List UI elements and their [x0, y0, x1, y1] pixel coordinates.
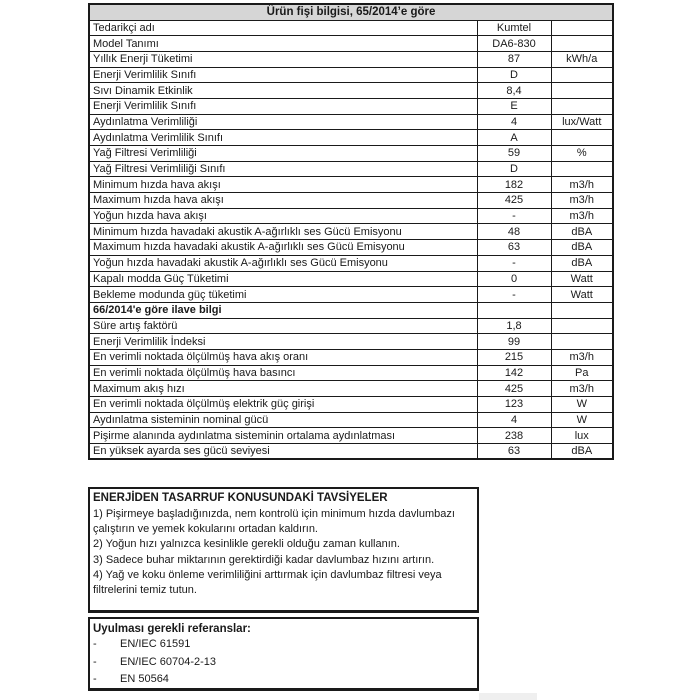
- row-value: DA6-830: [477, 36, 551, 52]
- row-label: Maximum hızda havadaki akustik A-ağırlıklı ses Gücü Emisyonu: [89, 240, 477, 256]
- table-row: [89, 349, 613, 365]
- row-unit: Watt: [551, 271, 613, 287]
- row-unit: [551, 98, 613, 114]
- row-value: 182: [477, 177, 551, 193]
- table-row: [89, 51, 613, 67]
- product-fiche-table: [88, 3, 614, 460]
- fiche-header-row: [89, 4, 613, 20]
- reference-dash: -: [93, 655, 97, 668]
- row-unit: [551, 302, 613, 318]
- row-value: A: [477, 130, 551, 146]
- row-unit: m3/h: [551, 208, 613, 224]
- energy-advice-title: ENERJİDEN TASARRUF KONUSUNDAKİ TAVSİYELER: [93, 492, 388, 504]
- row-label: Enerji Verimlilik İndeksi: [89, 334, 477, 350]
- row-value: [477, 302, 551, 318]
- row-unit: [551, 67, 613, 83]
- row-label: Minimum hızda hava akışı: [89, 177, 477, 193]
- row-label: Maximum hızda hava akışı: [89, 193, 477, 209]
- row-unit: kWh/a: [551, 51, 613, 67]
- row-unit: m3/h: [551, 177, 613, 193]
- row-label: Süre artış faktörü: [89, 318, 477, 334]
- table-row: [89, 161, 613, 177]
- row-label: Enerji Verimlilik Sınıfı: [89, 98, 477, 114]
- row-unit: lux: [551, 428, 613, 444]
- row-unit: [551, 20, 613, 36]
- reference-label: EN/IEC 60704-2-13: [120, 655, 216, 668]
- reference-item: [93, 636, 473, 654]
- row-unit: Watt: [551, 287, 613, 303]
- table-row: [89, 240, 613, 256]
- row-label: Yoğun hızda havadaki akustik A-ağırlıklı ses Gücü Emisyonu: [89, 255, 477, 271]
- row-label: Sıvı Dinamik Etkinlik: [89, 83, 477, 99]
- table-row: [89, 334, 613, 350]
- row-value: 63: [477, 444, 551, 460]
- row-unit: m3/h: [551, 349, 613, 365]
- row-value: 123: [477, 397, 551, 413]
- table-row: [89, 428, 613, 444]
- row-value: 425: [477, 193, 551, 209]
- table-row: [89, 412, 613, 428]
- row-unit: [551, 318, 613, 334]
- row-unit: dBA: [551, 224, 613, 240]
- row-label: Yoğun hızda hava akışı: [89, 208, 477, 224]
- table-row: [89, 255, 613, 271]
- row-unit: dBA: [551, 444, 613, 460]
- row-unit: W: [551, 412, 613, 428]
- row-unit: [551, 36, 613, 52]
- reference-dash: -: [93, 638, 97, 650]
- energy-advice-list: [93, 507, 473, 597]
- table-row: [89, 208, 613, 224]
- row-unit: dBA: [551, 255, 613, 271]
- advice-item: 4) Yağ ve koku önleme verimliliğini arttırmak için davlumbaz filtresi veya filtrelerini temiz tutun.: [93, 569, 442, 596]
- row-label: Aydınlatma Verimliliği: [89, 114, 477, 130]
- reference-label: EN 50564: [120, 673, 169, 685]
- table-row: [89, 146, 613, 162]
- row-value: E: [477, 98, 551, 114]
- row-label: Enerji Verimlilik Sınıfı: [89, 67, 477, 83]
- row-unit: m3/h: [551, 193, 613, 209]
- table-row: [89, 67, 613, 83]
- row-value: 48: [477, 224, 551, 240]
- table-row: [89, 271, 613, 287]
- row-unit: Pa: [551, 365, 613, 381]
- row-value: -: [477, 208, 551, 224]
- row-value: 425: [477, 381, 551, 397]
- row-label: Yıllık Enerji Tüketimi: [89, 51, 477, 67]
- row-value: 142: [477, 365, 551, 381]
- row-label: Aydınlatma sisteminin nominal gücü: [89, 412, 477, 428]
- row-unit: m3/h: [551, 381, 613, 397]
- row-label: Tedarikçi adı: [89, 20, 477, 36]
- scan-artifact: [479, 693, 537, 700]
- row-label: En verimli noktada ölçülmüş hava basıncı: [89, 365, 477, 381]
- references-box: [88, 617, 479, 691]
- table-row: [89, 20, 613, 36]
- row-value: 0: [477, 271, 551, 287]
- row-value: -: [477, 255, 551, 271]
- table-row: [89, 36, 613, 52]
- row-value: 215: [477, 349, 551, 365]
- row-value: 99: [477, 334, 551, 350]
- table-row: [89, 444, 613, 460]
- reference-item: [93, 671, 473, 689]
- reference-dash: -: [93, 673, 97, 685]
- row-label: 66/2014'e göre ilave bilgi: [89, 302, 477, 318]
- row-value: D: [477, 67, 551, 83]
- fiche-table-body: [89, 20, 613, 459]
- section-header-row: [89, 302, 613, 318]
- row-value: 63: [477, 240, 551, 256]
- row-label: Yağ Filtresi Verimliliği: [89, 146, 477, 162]
- energy-advice-box: [88, 487, 479, 613]
- row-label: Aydınlatma Verimlilik Sınıfı: [89, 130, 477, 146]
- row-value: 87: [477, 51, 551, 67]
- table-row: [89, 177, 613, 193]
- table-row: [89, 287, 613, 303]
- row-label: En yüksek ayarda ses gücü seviyesi: [89, 444, 477, 460]
- row-label: Model Tanımı: [89, 36, 477, 52]
- table-row: [89, 98, 613, 114]
- row-value: 59: [477, 146, 551, 162]
- table-row: [89, 83, 613, 99]
- row-value: 238: [477, 428, 551, 444]
- advice-item: 1) Pişirmeye başladığınızda, nem kontrolü için minimum hızda davlumbazı çalıştırın ve yemek kokularını ortadan kaldırın.: [93, 508, 455, 535]
- row-unit: [551, 161, 613, 177]
- row-unit: [551, 130, 613, 146]
- reference-label: EN/IEC 61591: [120, 638, 191, 650]
- table-row: [89, 381, 613, 397]
- row-label: Bekleme modunda güç tüketimi: [89, 287, 477, 303]
- table-row: [89, 193, 613, 209]
- row-unit: %: [551, 146, 613, 162]
- row-unit: dBA: [551, 240, 613, 256]
- row-label: Kapalı modda Güç Tüketimi: [89, 271, 477, 287]
- row-value: 4: [477, 114, 551, 130]
- advice-item: 2) Yoğun hızı yalnızca kesinlikle gerekli olduğu zaman kullanın.: [93, 538, 400, 550]
- row-unit: [551, 334, 613, 350]
- advice-item: 3) Sadece buhar miktarının gerektirdiği kadar davlumbaz hızını artırın.: [93, 553, 435, 566]
- table-row: [89, 114, 613, 130]
- references-list: [93, 636, 473, 689]
- row-unit: lux/Watt: [551, 114, 613, 130]
- row-unit: [551, 83, 613, 99]
- row-value: D: [477, 161, 551, 177]
- row-value: 1,8: [477, 318, 551, 334]
- row-value: 4: [477, 412, 551, 428]
- row-label: Yağ Filtresi Verimliliği Sınıfı: [89, 161, 477, 177]
- row-label: En verimli noktada ölçülmüş elektrik güç girişi: [89, 397, 477, 413]
- reference-item: [93, 654, 473, 672]
- fiche-title: Ürün fişi bilgisi, 65/2014’e göre: [89, 4, 613, 20]
- table-row: [89, 224, 613, 240]
- row-label: En verimli noktada ölçülmüş hava akış oranı: [89, 349, 477, 365]
- references-title: Uyulması gerekli referanslar:: [93, 623, 251, 635]
- row-value: -: [477, 287, 551, 303]
- row-unit: W: [551, 397, 613, 413]
- row-value: Kumtel: [477, 20, 551, 36]
- row-label: Minimum hızda havadaki akustik A-ağırlıklı ses Gücü Emisyonu: [89, 224, 477, 240]
- row-label: Pişirme alanında aydınlatma sisteminin ortalama aydınlatması: [89, 428, 477, 444]
- table-row: [89, 397, 613, 413]
- table-row: [89, 365, 613, 381]
- row-label: Maximum akış hızı: [89, 381, 477, 397]
- table-row: [89, 130, 613, 146]
- table-row: [89, 318, 613, 334]
- row-value: 8,4: [477, 83, 551, 99]
